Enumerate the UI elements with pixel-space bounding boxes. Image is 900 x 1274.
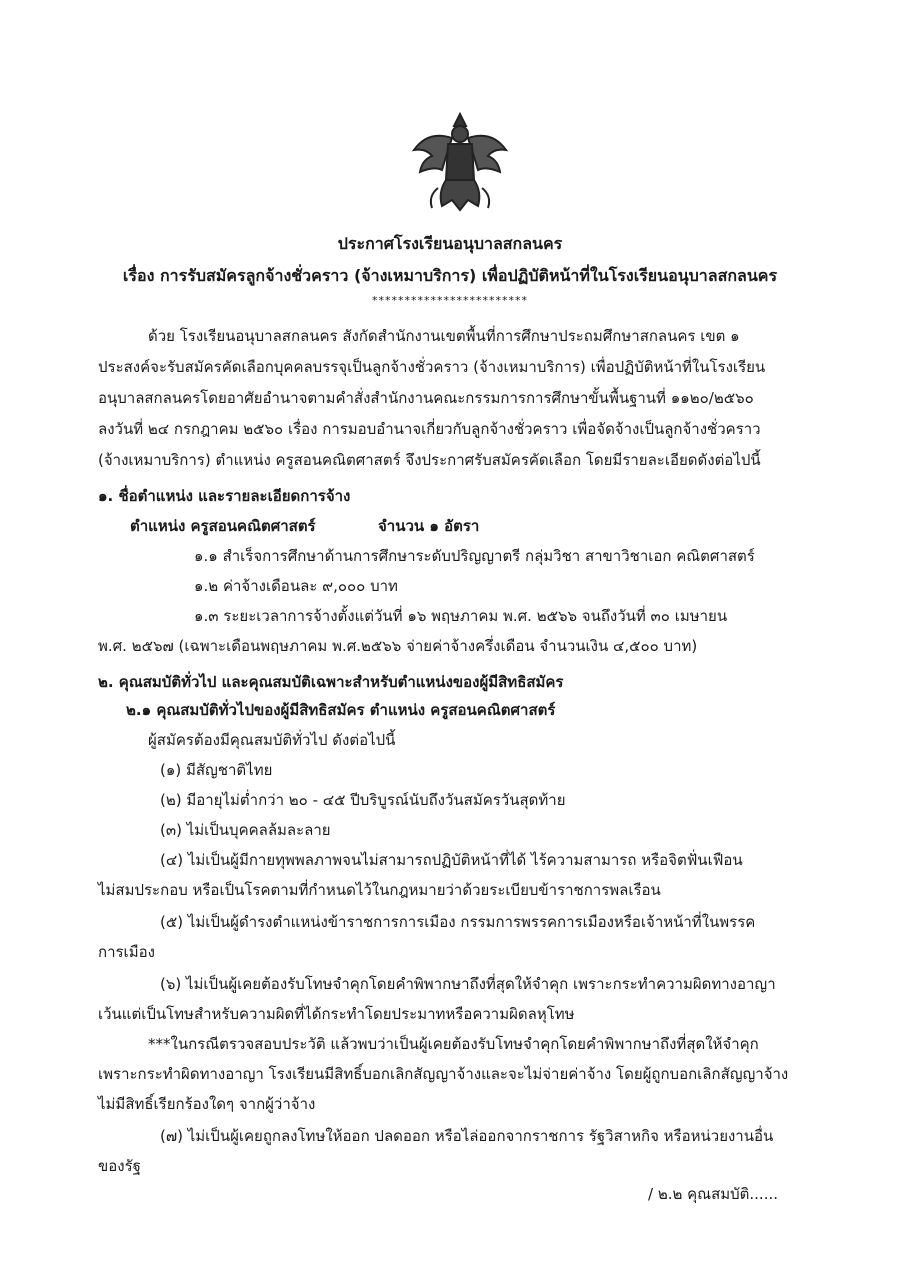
intro-line: ประสงค์จะรับสมัครคัดเลือกบุคคลบรรจุเป็นลูกจ้างชั่วคราว (จ้างเหมาบริการ) เพื่อปฏิบัติหน้าที่ในโรงเรียน <box>98 358 766 376</box>
qualification-line: เว้นแต่เป็นโทษสำหรับความผิดที่ได้กระทำโดยประมาทหรือความผิดลหุโทษ <box>98 1005 575 1023</box>
qualification-line: (๗) ไม่เป็นผู้เคยถูกลงโทษให้ออก ปลดออก หรือไล่ออกจากราชการ รัฐวิสาหกิจ หรือหน่วยงานอื่น <box>160 1127 774 1145</box>
position-quota: จำนวน ๑ อัตรา <box>378 517 480 535</box>
qualification-note: เพราะกระทำผิดทางอาญา โรงเรียนมีสิทธิ์บอกเลิกสัญญาจ้างและจะไม่จ่ายค่าจ้าง โดยผู้ถูกบอกเลิกสัญญาจ้าง <box>98 1065 789 1083</box>
qualification-note: ***ในกรณีตรวจสอบประวัติ แล้วพบว่าเป็นผู้เคยต้องรับโทษจำคุกโดยคำพิพากษาถึงที่สุดให้จำคุก <box>148 1035 759 1053</box>
detail-item: พ.ศ. ๒๕๖๗ (เฉพาะเดือนพฤษภาคม พ.ศ.๒๕๖๖ จ่ายค่าจ้างครึ่งเดือน จำนวนเงิน ๔,๕๐๐ บาท) <box>98 637 698 655</box>
detail-item: ๑.๓ ระยะเวลาการจ้างตั้งแต่วันที่ ๑๖ พฤษภาคม พ.ศ. ๒๕๖๖ จนถึงวันที่ ๓๐ เมษายน <box>194 607 728 625</box>
position-title: ตำแหน่ง ครูสอนคณิตศาสตร์ <box>130 517 316 535</box>
qualification-line: (๓) ไม่เป็นบุคคลล้มละลาย <box>160 821 331 839</box>
qualification-line: (๔) ไม่เป็นผู้มีกายทุพพลภาพจนไม่สามารถปฏิบัติหน้าที่ได้ ไร้ความสามารถ หรือจิตฟั่นเฟือน <box>160 851 743 869</box>
intro-line: ด้วย โรงเรียนอนุบาลสกลนคร สังกัดสำนักงานเขตพื้นที่การศึกษาประถมศึกษาสกลนคร เขต ๑ <box>148 327 740 345</box>
qualification-line: การเมือง <box>98 943 155 961</box>
separator: ************************ <box>372 294 528 307</box>
intro-line: อนุบาลสกลนครโดยอาศัยอำนาจตามคำสั่งสำนักงานคณะกรรมการการศึกษาขั้นพื้นฐานที่ ๑๑๒๐/๒๕๖๐ <box>98 389 754 407</box>
section1-heading: ๑. ชื่อตำแหน่ง และรายละเอียดการจ้าง <box>98 487 351 505</box>
intro-line: ลงวันที่ ๒๔ กรกฎาคม ๒๕๖๐ เรื่อง การมอบอำนาจเกี่ยวกับลูกจ้างชั่วคราว เพื่อจัดจ้างเป็นลูกจ้างชั่วคราว <box>98 420 761 438</box>
qualification-line: ของรัฐ <box>98 1157 141 1175</box>
announcement-subject: เรื่อง การรับสมัครลูกจ้างชั่วคราว (จ้างเหมาบริการ) เพื่อปฏิบัติหน้าที่ในโรงเรียนอนุบาลสกลนคร <box>122 266 778 285</box>
qualification-line: (๑) มีสัญชาติไทย <box>160 761 273 779</box>
qualification-line: (๕) ไม่เป็นผู้ดำรงตำแหน่งข้าราชการการเมือง กรรมการพรรคการเมืองหรือเจ้าหน้าที่ในพรรค <box>160 913 756 931</box>
continued-marker: / ๒.๒ คุณสมบัติ...... <box>648 1185 778 1203</box>
qualification-line: ไม่สมประกอบ หรือเป็นโรคตามที่กำหนดไว้ในกฎหมายว่าด้วยระเบียบข้าราชการพลเรือน <box>98 881 661 899</box>
qualification-lead: ผู้สมัครต้องมีคุณสมบัติทั่วไป ดังต่อไปนี้ <box>148 731 396 749</box>
qualification-note: ไม่มีสิทธิ์เรียกร้องใดๆ จากผู้ว่าจ้าง <box>98 1095 316 1113</box>
announcement-title: ประกาศโรงเรียนอนุบาลสกลนคร <box>337 234 563 253</box>
qualification-line: (๒) มีอายุไม่ต่ำกว่า ๒๐ - ๔๕ ปีบริบูรณ์นับถึงวันสมัครวันสุดท้าย <box>160 791 566 809</box>
detail-item: ๑.๑ สำเร็จการศึกษาด้านการศึกษาระดับปริญญาตรี กลุ่มวิชา สาขาวิชาเอก คณิตศาสตร์ <box>194 547 755 565</box>
detail-item: ๑.๒ ค่าจ้างเดือนละ ๙,๐๐๐ บาท <box>194 577 398 595</box>
section2-subheading: ๒.๑ คุณสมบัติทั่วไปของผู้มีสิทธิสมัคร ตำแหน่ง ครูสอนคณิตศาสตร์ <box>126 701 556 719</box>
intro-line: (จ้างเหมาบริการ) ตำแหน่ง ครูสอนคณิตศาสตร์ จึงประกาศรับสมัครคัดเลือก โดยมีรายละเอียดดังต่อไปนี้ <box>98 451 761 469</box>
section2-heading: ๒. คุณสมบัติทั่วไป และคุณสมบัติเฉพาะสำหรับตำแหน่งของผู้มีสิทธิสมัคร <box>98 673 564 691</box>
qualification-line: (๖) ไม่เป็นผู้เคยต้องรับโทษจำคุกโดยคำพิพากษาถึงที่สุดให้จำคุก เพราะกระทำความผิดทางอาญา <box>160 975 776 993</box>
garuda-emblem <box>408 110 512 214</box>
